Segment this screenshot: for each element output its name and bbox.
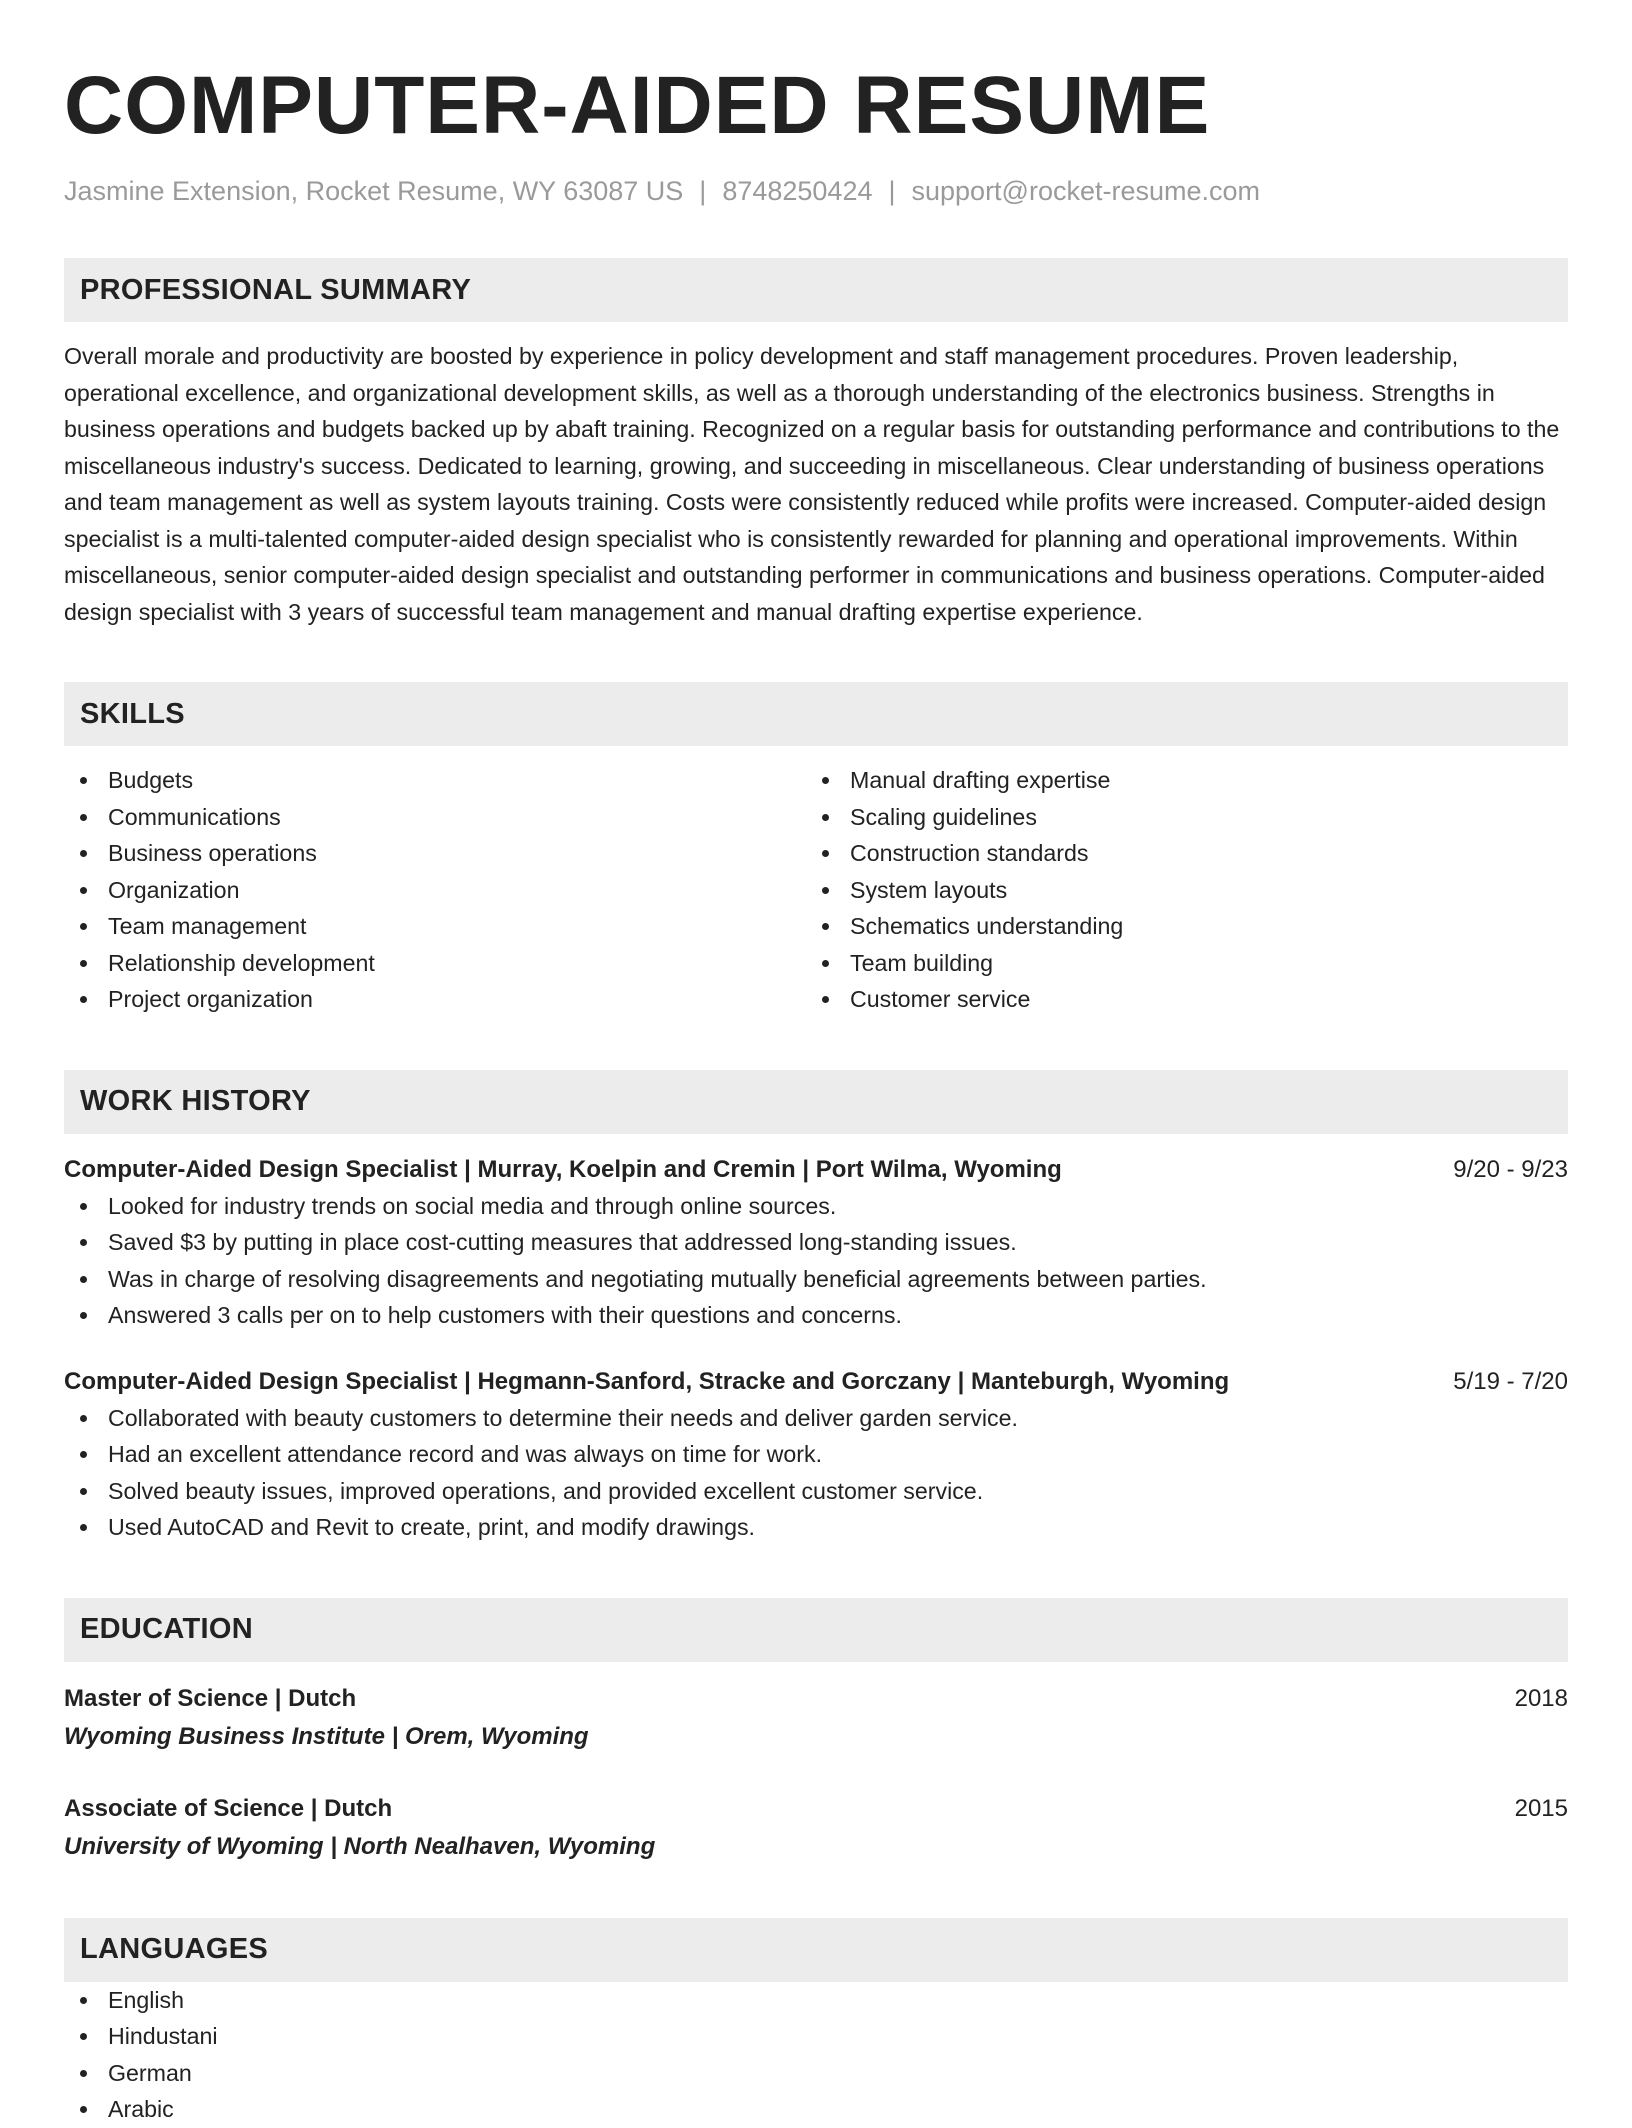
job-header: [64, 1364, 1568, 1400]
contact-address: Jasmine Extension, Rocket Resume, WY 63087 US: [64, 176, 684, 206]
contact-email: support@rocket-resume.com: [911, 176, 1261, 206]
skill-item: Construction standards: [806, 835, 1548, 872]
skill-item: Organization: [64, 872, 806, 909]
skill-item: Budgets: [64, 762, 806, 799]
contact-line: [64, 174, 1568, 208]
education-school: Wyoming Business Institute | Orem, Wyoming: [64, 1722, 589, 1750]
skills-column-left: [64, 762, 806, 1018]
languages-list: [64, 1982, 1568, 2128]
education-header: [64, 1680, 1568, 1718]
contact-separator: |: [888, 176, 896, 206]
job-bullet: Used AutoCAD and Revit to create, print, and modify drawings.: [64, 1509, 1568, 1546]
job-bullet: Collaborated with beauty customers to determine their needs and deliver garden service.: [64, 1400, 1568, 1437]
job-dates: 9/20 - 9/23: [1453, 1155, 1568, 1183]
section-header-education: EDUCATION: [64, 1598, 1568, 1662]
language-item: English: [64, 1982, 1568, 2019]
resume-name: COMPUTER-AIDED RESUME: [64, 60, 1211, 151]
language-item: German: [64, 2055, 1568, 2092]
job-bullet: Had an excellent attendance record and was always on time for work.: [64, 1436, 1568, 1473]
education-school: University of Wyoming | North Nealhaven, Wyoming: [64, 1832, 656, 1860]
skill-item: System layouts: [806, 872, 1548, 909]
skill-item: Manual drafting expertise: [806, 762, 1548, 799]
skill-item: Project organization: [64, 981, 806, 1018]
education-degree: Associate of Science | Dutch: [64, 1794, 393, 1822]
language-item: Arabic: [64, 2091, 1568, 2128]
skills-column-right: [806, 762, 1548, 1018]
skill-item: Team management: [64, 908, 806, 945]
education-degree: Master of Science | Dutch: [64, 1684, 357, 1712]
job-bullet: Solved beauty issues, improved operations, and provided excellent customer service.: [64, 1473, 1568, 1510]
skill-item: Schematics understanding: [806, 908, 1548, 945]
skill-item: Scaling guidelines: [806, 799, 1548, 836]
skill-item: Business operations: [64, 835, 806, 872]
job-bullet: Saved $3 by putting in place cost-cutting measures that addressed long-standing issues.: [64, 1224, 1568, 1261]
section-header-summary: PROFESSIONAL SUMMARY: [64, 258, 1568, 322]
skill-item: Customer service: [806, 981, 1548, 1018]
job-header: [64, 1152, 1568, 1188]
job-entry: [64, 1364, 1568, 1546]
education-year: 2015: [1514, 1794, 1568, 1822]
job-bullet: Answered 3 calls per on to help customers with their questions and concerns.: [64, 1297, 1568, 1334]
job-bullets: [64, 1400, 1568, 1546]
job-entry: [64, 1152, 1568, 1334]
job-bullet: Was in charge of resolving disagreements and negotiating mutually beneficial agreements between parties.: [64, 1261, 1568, 1298]
skill-item: Relationship development: [64, 945, 806, 982]
section-header-skills: SKILLS: [64, 682, 1568, 746]
job-bullets: [64, 1188, 1568, 1334]
job-dates: 5/19 - 7/20: [1453, 1367, 1568, 1395]
language-item: Hindustani: [64, 2018, 1568, 2055]
education-entry: [64, 1790, 1568, 1866]
section-header-languages: LANGUAGES: [64, 1918, 1568, 1982]
job-bullet: Looked for industry trends on social media and through online sources.: [64, 1188, 1568, 1225]
skills-list: [64, 762, 1568, 1018]
contact-separator: |: [699, 176, 707, 206]
skill-item: Team building: [806, 945, 1548, 982]
skill-item: Communications: [64, 799, 806, 836]
education-year: 2018: [1514, 1684, 1568, 1712]
job-title: Computer-Aided Design Specialist | Murray, Koelpin and Cremin | Port Wilma, Wyoming: [64, 1155, 1062, 1183]
job-title: Computer-Aided Design Specialist | Hegmann-Sanford, Stracke and Gorczany | Manteburgh, Wyoming: [64, 1367, 1230, 1395]
education-header: [64, 1790, 1568, 1828]
education-entry: [64, 1680, 1568, 1756]
section-header-work-history: WORK HISTORY: [64, 1070, 1568, 1134]
summary-text: Overall morale and productivity are boosted by experience in policy development and staff management procedures. Proven leadership, operational excellence, and organizational development skills, as well as a thorough understanding of the electronics business. Strengths in business operations and budgets backed up by abaft training. Recognized on a regular basis for outstanding performance and contributions to the miscellaneous industry's success. Dedicated to learning, growing, and succeeding in miscellaneous. Clear understanding of business operations and team management as well as system layouts training. Costs were consistently reduced while profits were increased. Computer-aided design specialist is a multi-talented computer-aided design specialist who is consistently rewarded for planning and operational improvements. Within miscellaneous, senior computer-aided design specialist and outstanding performer in communications and business operations. Computer-aided design specialist with 3 years of successful team management and manual drafting expertise experience.: [64, 343, 1560, 625]
contact-phone: 8748250424: [722, 176, 873, 206]
